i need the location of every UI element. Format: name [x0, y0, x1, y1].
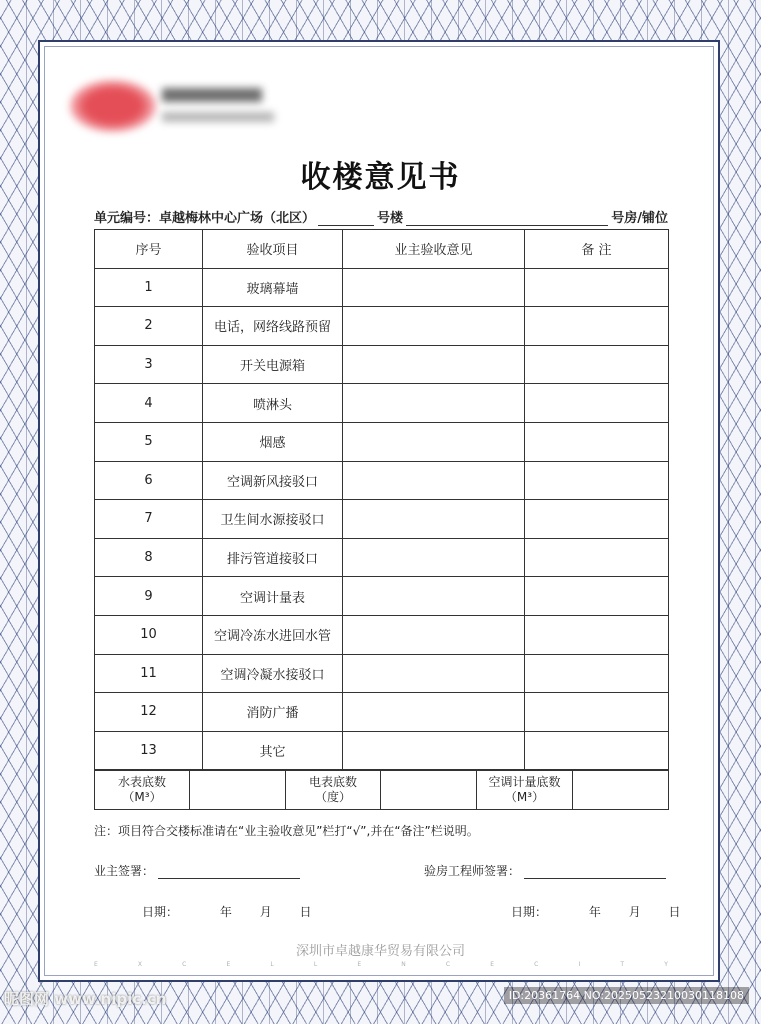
table-row [95, 615, 669, 654]
row-item: 烟感 [203, 422, 343, 461]
note-text: 注：项目符合交楼标准请在“业主验收意见”栏打“√”,并在“备注”栏说明。 [94, 824, 479, 838]
row-number: 7 [95, 500, 203, 539]
date-month: 月 [628, 905, 641, 919]
company-name: 深圳市卓越康华贸易有限公司 [295, 944, 465, 959]
watermark-id: ID:20361764 NO:20250523210030118108 [504, 987, 749, 1004]
electric-meter-label: 电表底数 （度） [286, 771, 381, 810]
city-letter: N [401, 961, 406, 968]
row-item: 消防广播 [203, 693, 343, 732]
date-label: 日期： [511, 905, 548, 919]
header-remark: 备 注 [525, 230, 669, 269]
row-number: 11 [95, 654, 203, 693]
header-item: 验收项目 [203, 230, 343, 269]
row-item: 空调计量表 [203, 577, 343, 616]
row-remark-cell[interactable] [525, 731, 669, 770]
unit-prefix: 单元编号：卓越梅林中心广场（北区） [94, 211, 316, 226]
row-remark-cell[interactable] [525, 654, 669, 693]
engineer-date [511, 903, 681, 920]
row-number: 4 [95, 384, 203, 423]
row-remark-cell[interactable] [525, 693, 669, 732]
row-opinion-cell[interactable] [343, 268, 525, 307]
row-item: 玻璃幕墙 [203, 268, 343, 307]
watermark-site: 昵图网 www.nipic.cn [4, 990, 167, 1008]
row-number: 12 [95, 693, 203, 732]
building-number-blank[interactable] [318, 213, 374, 226]
page-title: 收楼意见书 [300, 160, 461, 195]
meter-row [95, 771, 669, 810]
city-letter: L [270, 961, 274, 968]
city-letter: C [534, 961, 539, 968]
city-letter: C [445, 961, 451, 968]
table-row [95, 538, 669, 577]
row-number: 9 [95, 577, 203, 616]
table-row [95, 461, 669, 500]
date-day: 日 [299, 905, 312, 919]
owner-sign-line[interactable] [158, 867, 300, 879]
table-row [95, 384, 669, 423]
row-opinion-cell[interactable] [343, 345, 525, 384]
row-item: 空调冷凝水接驳口 [203, 654, 343, 693]
row-opinion-cell[interactable] [343, 577, 525, 616]
row-number: 1 [95, 268, 203, 307]
aircon-meter-value[interactable] [573, 771, 669, 810]
water-meter-label: 水表底数 （M³） [95, 771, 190, 810]
date-label: 日期： [142, 905, 179, 919]
row-number: 3 [95, 345, 203, 384]
city-letter: X [137, 961, 143, 968]
table-row [95, 422, 669, 461]
row-opinion-cell[interactable] [343, 422, 525, 461]
date-month: 月 [259, 905, 272, 919]
excellence-city-text [94, 961, 668, 968]
city-letter: E [94, 961, 98, 968]
row-remark-cell[interactable] [525, 500, 669, 539]
row-remark-cell[interactable] [525, 577, 669, 616]
row-opinion-cell[interactable] [343, 693, 525, 732]
row-item: 喷淋头 [203, 384, 343, 423]
date-day: 日 [668, 905, 681, 919]
owner-date [142, 903, 312, 920]
row-opinion-cell[interactable] [343, 461, 525, 500]
logo-mark-icon [70, 80, 156, 132]
row-remark-cell[interactable] [525, 307, 669, 346]
row-item: 空调新风接驳口 [203, 461, 343, 500]
owner-sign-label: 业主签署： [94, 864, 155, 878]
row-item: 开关电源箱 [203, 345, 343, 384]
row-number: 6 [95, 461, 203, 500]
table-row [95, 500, 669, 539]
date-year: 年 [219, 905, 232, 919]
city-letter: T [620, 961, 625, 968]
city-letter: L [313, 961, 318, 968]
engineer-sign-label: 验房工程师签署： [424, 864, 521, 878]
table-row [95, 731, 669, 770]
row-opinion-cell[interactable] [343, 615, 525, 654]
city-letter: E [226, 961, 231, 968]
room-number-blank[interactable] [406, 213, 608, 226]
header-opinion: 业主验收意见 [343, 230, 525, 269]
city-letter: E [357, 961, 362, 968]
row-opinion-cell[interactable] [343, 654, 525, 693]
company-logo [70, 78, 280, 138]
table-row [95, 577, 669, 616]
row-remark-cell[interactable] [525, 461, 669, 500]
row-opinion-cell[interactable] [343, 500, 525, 539]
row-item: 空调冷冻水进回水管 [203, 615, 343, 654]
room-suffix: 号房/铺位 [611, 211, 668, 226]
table-row [95, 654, 669, 693]
row-remark-cell[interactable] [525, 615, 669, 654]
city-letter: E [490, 961, 495, 968]
row-opinion-cell[interactable] [343, 384, 525, 423]
unit-number-line [94, 207, 668, 226]
row-remark-cell[interactable] [525, 384, 669, 423]
meter-table [94, 770, 669, 810]
date-year: 年 [588, 905, 601, 919]
table-row [95, 268, 669, 307]
row-number: 13 [95, 731, 203, 770]
row-number: 2 [95, 307, 203, 346]
row-number: 8 [95, 538, 203, 577]
header-no: 序号 [95, 230, 203, 269]
city-letter: I [578, 961, 581, 968]
table-row [95, 345, 669, 384]
owner-signature [94, 862, 300, 879]
row-item: 排污管道接驳口 [203, 538, 343, 577]
engineer-signature [424, 862, 666, 879]
row-opinion-cell[interactable] [343, 307, 525, 346]
engineer-sign-line[interactable] [524, 867, 666, 879]
water-meter-value[interactable] [190, 771, 286, 810]
electric-meter-value[interactable] [381, 771, 477, 810]
row-remark-cell[interactable] [525, 268, 669, 307]
row-number: 5 [95, 422, 203, 461]
row-number: 10 [95, 615, 203, 654]
table-row [95, 693, 669, 732]
city-letter: C [182, 961, 187, 968]
inspection-table [94, 229, 669, 770]
row-item: 其它 [203, 731, 343, 770]
row-opinion-cell[interactable] [343, 731, 525, 770]
row-remark-cell[interactable] [525, 422, 669, 461]
table-header-row [95, 230, 669, 269]
table-row [95, 307, 669, 346]
row-remark-cell[interactable] [525, 538, 669, 577]
row-item: 电话，网络线路预留 [203, 307, 343, 346]
row-remark-cell[interactable] [525, 345, 669, 384]
row-opinion-cell[interactable] [343, 538, 525, 577]
aircon-meter-label: 空调计量底数 （M³） [477, 771, 573, 810]
row-item: 卫生间水源接驳口 [203, 500, 343, 539]
building-suffix: 号楼 [377, 211, 404, 226]
city-letter: Y [664, 961, 668, 968]
